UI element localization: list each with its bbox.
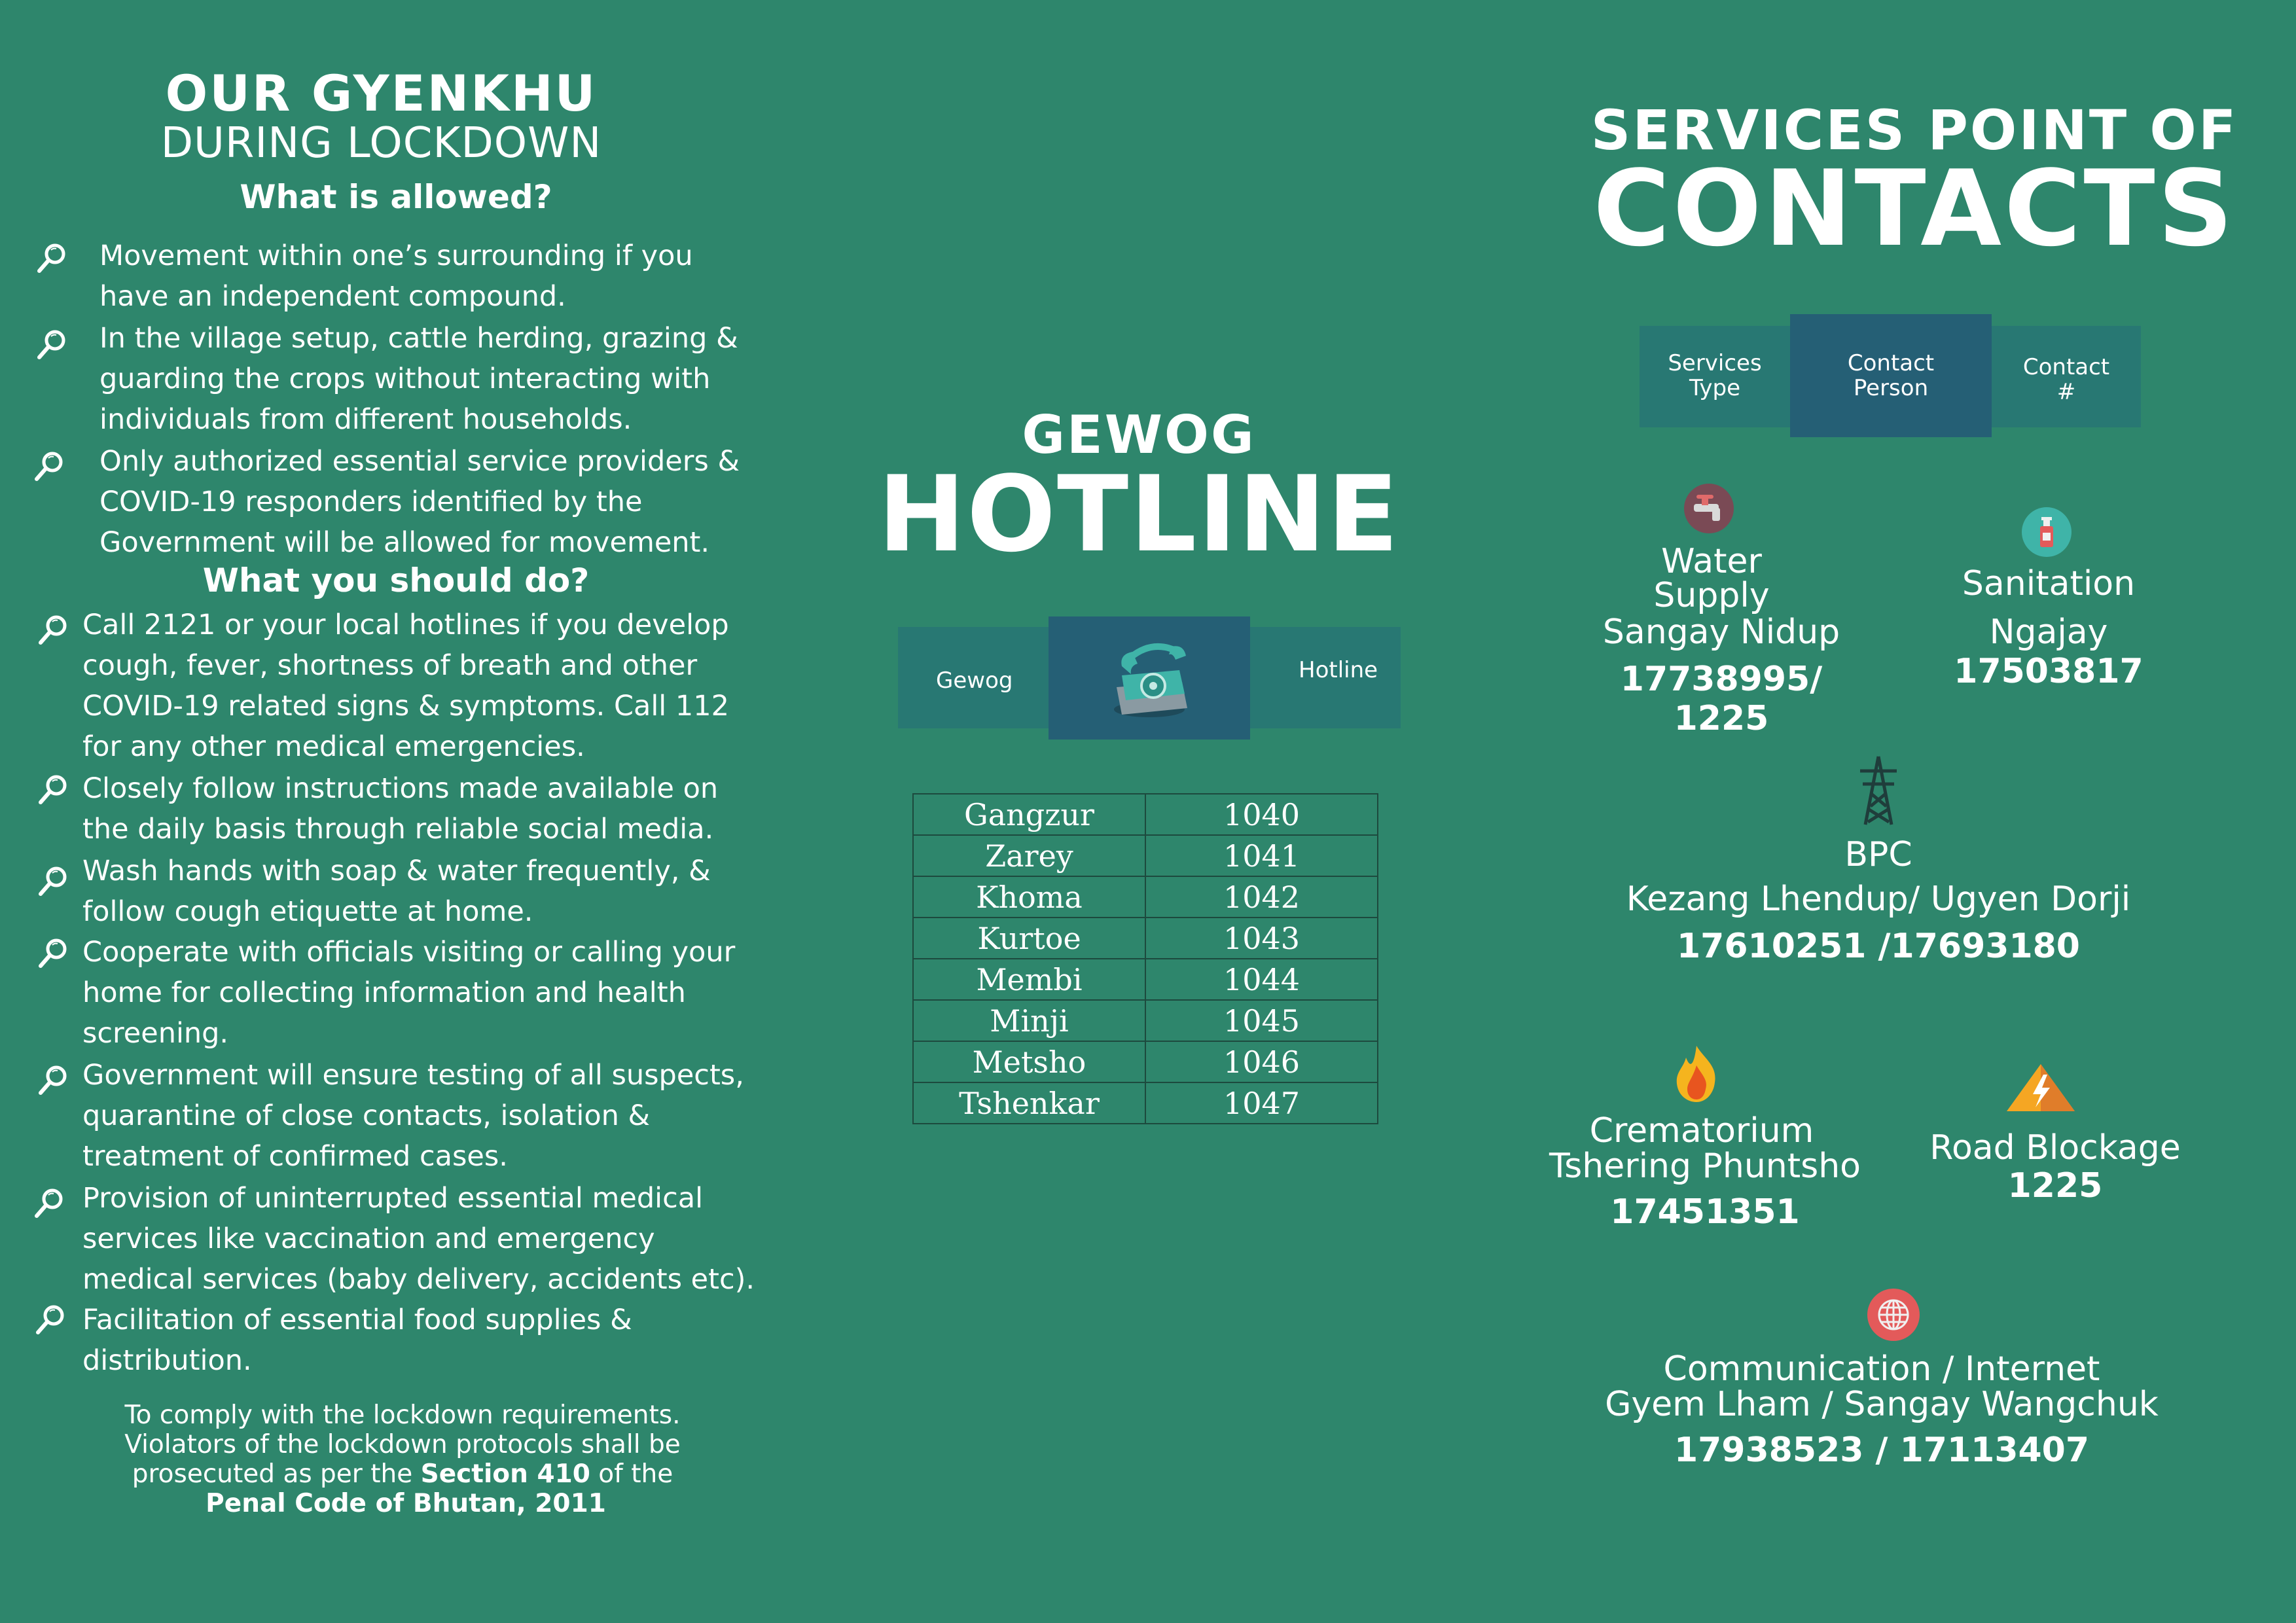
- table-row: Zarey 1041: [913, 835, 1378, 876]
- bpc-number: 17610251 /17693180: [1676, 927, 2080, 966]
- left-title: OUR GYENKHU: [165, 64, 598, 122]
- list-item: Cooperate with officials visiting or calling your home for collecting information and health screening.: [82, 936, 736, 1050]
- search-icon: [34, 241, 69, 276]
- fire-icon: [1664, 1042, 1729, 1105]
- list-item: Government will ensure testing of all suspects, quarantine of close contacts, isolation & treatment of confirmed cases.: [82, 1059, 744, 1173]
- communication-number: 17938523 / 17113407: [1674, 1431, 2090, 1470]
- list-item: Closely follow instructions made available on the daily basis through reliable social media.: [82, 772, 719, 846]
- search-icon: [31, 1186, 67, 1221]
- sanitation-bottle-icon: [2021, 507, 2072, 558]
- telephone-icon: [1049, 616, 1250, 740]
- list-item: Movement within one’s surrounding if you have an independent compound.: [99, 240, 693, 313]
- sanitation-number: 17503817: [1954, 652, 2144, 691]
- table-row: Kurtoe 1043: [913, 918, 1378, 959]
- road-blockage-service: Road Blockage: [1929, 1128, 2181, 1168]
- hotline-header-hotline: Hotline: [1250, 627, 1401, 728]
- road-blockage-number: 1225: [2007, 1166, 2103, 1205]
- search-icon: [35, 772, 71, 808]
- crematorium-service: Crematorium: [1589, 1111, 1814, 1150]
- water-tap-icon: [1683, 483, 1734, 534]
- globe-icon: [1867, 1288, 1920, 1342]
- list-item: Only authorized essential service providers & COVID-19 responders identified by the Government will be allowed for movement.: [99, 445, 740, 559]
- search-icon: [35, 936, 71, 971]
- power-tower-icon: [1852, 754, 1905, 827]
- list-item: Facilitation of essential food supplies & distribution.: [82, 1304, 632, 1377]
- table-row: Metsho 1046: [913, 1041, 1378, 1082]
- legal-notice: To comply with the lockdown requirements. Violators of the lockdown protocols shall be prosecuted as per the Section 410 of the Penal Code of Bhutan, 2011: [124, 1400, 681, 1518]
- hotline-title: HOTLINE: [878, 453, 1400, 575]
- search-icon: [35, 613, 71, 648]
- hotline-title-small: GEWOG: [1022, 404, 1256, 465]
- services-title: CONTACTS: [1593, 147, 2236, 270]
- search-icon: [35, 864, 71, 899]
- table-row: Membi 1044: [913, 959, 1378, 1000]
- should-heading: What you should do?: [202, 562, 590, 599]
- water-supply-service: Water Supply: [1653, 542, 1770, 615]
- services-header-type: Services Type: [1640, 326, 1790, 427]
- table-row: Khoma 1042: [913, 876, 1378, 918]
- bpc-service: BPC: [1844, 835, 1912, 874]
- sanitation-service: Sanitation: [1962, 564, 2136, 603]
- communication-person: Gyem Lham / Sangay Wangchuk: [1605, 1385, 2159, 1424]
- water-supply-number: 17738995/ 1225: [1620, 660, 1823, 738]
- list-item: Call 2121 or your local hotlines if you develop cough, fever, shortness of breath and other COVID-19 related signs & symptoms. Call 112 for any other medical emergencies.: [82, 609, 729, 763]
- search-icon: [31, 449, 67, 484]
- left-subtitle: DURING LOCKDOWN: [160, 119, 602, 168]
- communication-service: Communication / Internet: [1663, 1349, 2100, 1389]
- bpc-person: Kezang Lhendup/ Ugyen Dorji: [1626, 880, 2131, 919]
- crematorium-person: Tshering Phuntsho: [1549, 1147, 1861, 1186]
- services-header-person: Contact Person: [1790, 314, 1992, 437]
- table-row: Gangzur 1040: [913, 794, 1378, 835]
- list-item: Provision of uninterrupted essential medical services like vaccination and emergency medical services (baby delivery, accidents etc).: [82, 1182, 755, 1296]
- table-row: Tshenkar 1047: [913, 1082, 1378, 1124]
- services-header-number: Contact #: [1992, 326, 2141, 427]
- search-icon: [34, 327, 69, 363]
- search-icon: [33, 1302, 68, 1338]
- table-row: Minji 1045: [913, 1000, 1378, 1041]
- water-supply-person: Sangay Nidup: [1602, 613, 1840, 652]
- crematorium-number: 17451351: [1610, 1192, 1800, 1232]
- hotline-table: [912, 793, 1378, 1124]
- allowed-heading: What is allowed?: [240, 178, 552, 216]
- search-icon: [35, 1063, 71, 1098]
- hotline-header-icon: [1049, 616, 1250, 740]
- list-item: Wash hands with soap & water frequently, & follow cough etiquette at home.: [82, 855, 711, 928]
- warning-lightning-icon: [2004, 1061, 2077, 1114]
- sanitation-person: Ngajay: [1989, 613, 2108, 652]
- hotline-header-gewog: Gewog: [898, 627, 1049, 728]
- services-title-small: SERVICES POINT OF: [1590, 98, 2238, 162]
- list-item: In the village setup, cattle herding, grazing & guarding the crops without interacting with individuals from different households.: [99, 322, 738, 436]
